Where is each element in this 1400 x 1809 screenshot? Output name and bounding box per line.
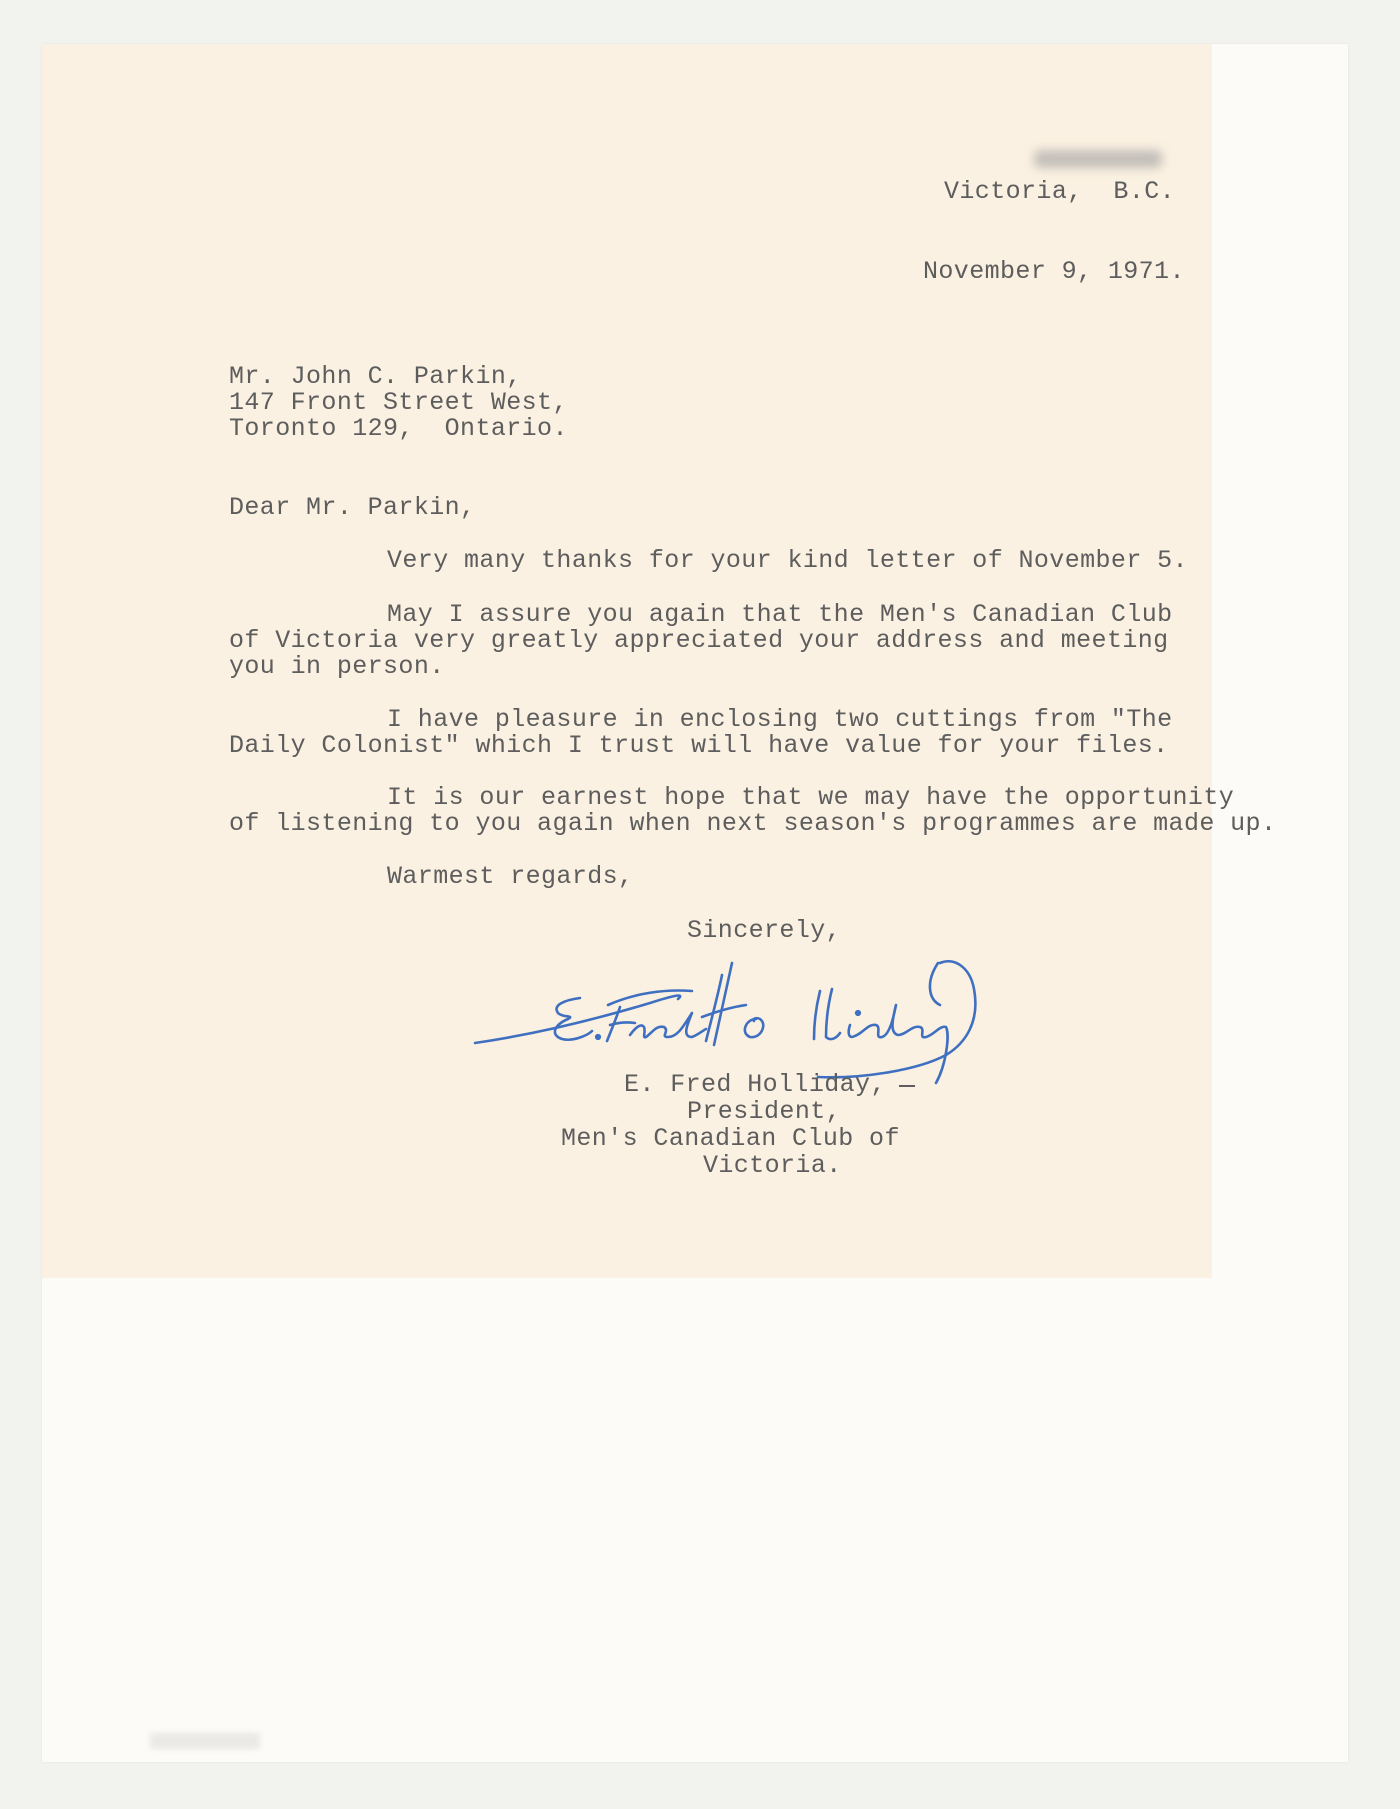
redacted-address bbox=[1034, 150, 1162, 168]
recipient-line: 147 Front Street West, bbox=[229, 388, 568, 417]
signer-line: Men's Canadian Club of bbox=[561, 1124, 900, 1153]
regards: Warmest regards, bbox=[387, 862, 634, 891]
closing: Sincerely, bbox=[687, 916, 842, 945]
paragraph-line: Very many thanks for your kind letter of November 5. bbox=[387, 546, 1188, 575]
signer-line: Victoria. bbox=[703, 1151, 842, 1180]
paragraph-line: I have pleasure in enclosing two cuttings from "The bbox=[387, 705, 1173, 734]
letter-date: November 9, 1971. bbox=[923, 257, 1185, 286]
salutation: Dear Mr. Parkin, bbox=[229, 493, 476, 522]
letter-page bbox=[42, 44, 1348, 1762]
paragraph-line: you in person. bbox=[229, 652, 445, 681]
sender-city: Victoria, B.C. bbox=[944, 177, 1176, 206]
paragraph-line: of listening to you again when next season's programmes are made up. bbox=[229, 809, 1277, 838]
paragraph-line: Daily Colonist" which I trust will have value for your files. bbox=[229, 731, 1169, 760]
recipient-line: Toronto 129, Ontario. bbox=[229, 414, 568, 443]
paragraph-line: of Victoria very greatly appreciated your address and meeting bbox=[229, 626, 1169, 655]
signer-line: President, bbox=[687, 1097, 842, 1126]
paragraph-line: It is our earnest hope that we may have the opportunity bbox=[387, 783, 1235, 812]
faint-archive-stamp bbox=[150, 1733, 260, 1749]
signature-dash bbox=[899, 1085, 915, 1087]
recipient-line: Mr. John C. Parkin, bbox=[229, 362, 522, 391]
paragraph-line: May I assure you again that the Men's Canadian Club bbox=[387, 600, 1173, 629]
signer-line: E. Fred Holliday, bbox=[624, 1070, 886, 1099]
